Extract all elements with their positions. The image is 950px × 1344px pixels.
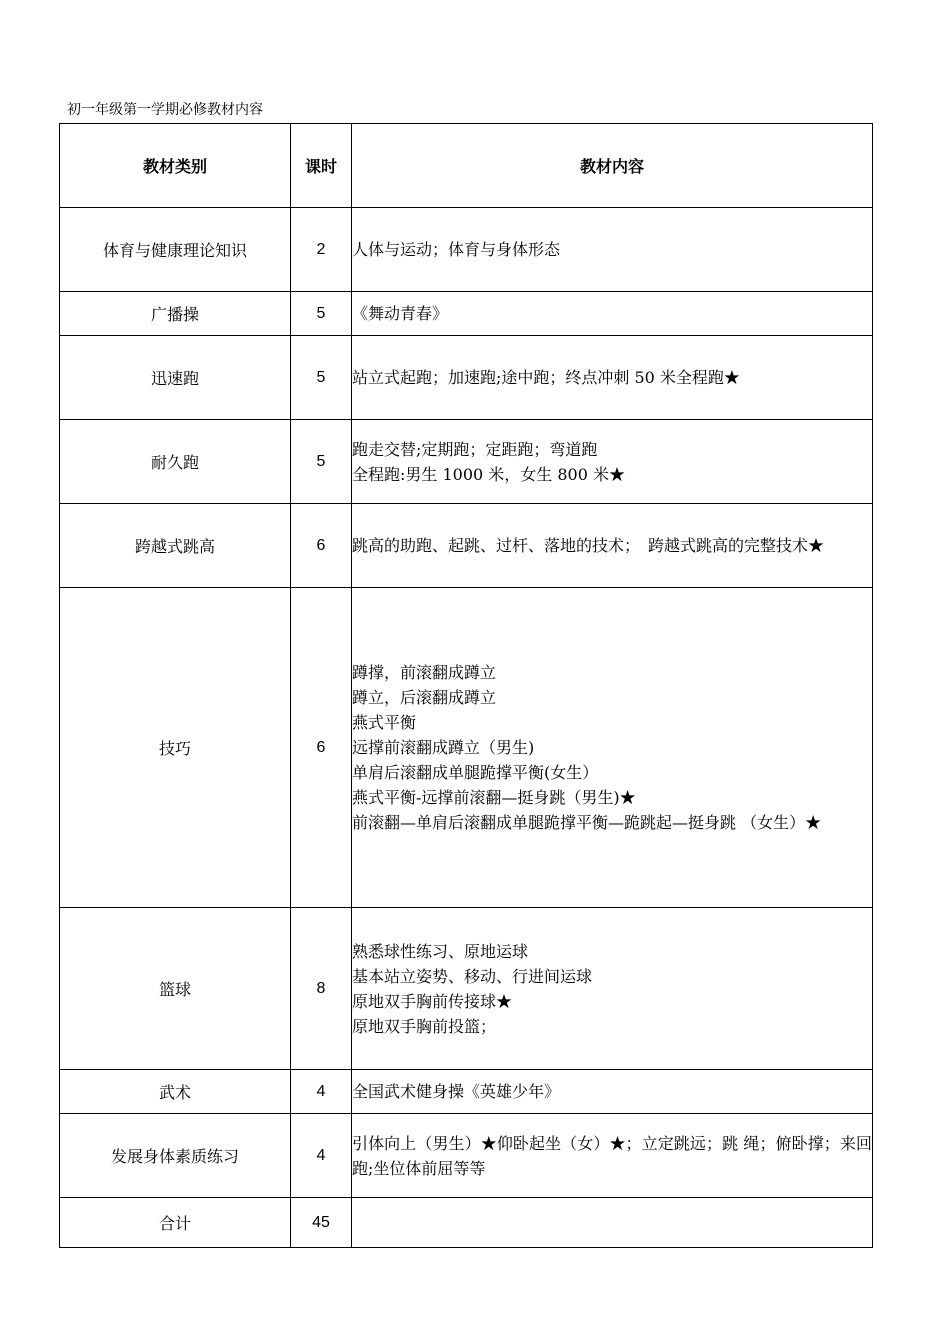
header-hours: 课时 xyxy=(291,124,352,208)
row-hours: 6 xyxy=(291,588,352,908)
content-line: 单肩后滚翻成单腿跪撑平衡(女生） xyxy=(352,763,599,782)
row-hours: 5 xyxy=(291,336,352,420)
content-line: 全程跑:男生 1000 米，女生 800 米★ xyxy=(352,464,625,484)
row-content xyxy=(352,504,873,588)
content-line: 前滚翻—单肩后滚翻成单腿跪撑平衡—跪跳起—挺身跳 （女生）★ xyxy=(352,813,822,832)
table-row xyxy=(60,336,873,420)
content-line: 燕式平衡 xyxy=(352,713,417,732)
row-hours: 8 xyxy=(291,908,352,1070)
content-line: 原地双手胸前投篮； xyxy=(352,1016,497,1036)
table-row xyxy=(60,1114,873,1198)
content-line: 燕式平衡-远撑前滚翻—挺身跳（男生)★ xyxy=(352,788,636,807)
curriculum-table xyxy=(59,123,873,1248)
row-hours: 5 xyxy=(291,292,352,336)
row-hours: 4 xyxy=(291,1070,352,1114)
row-category: 技巧 xyxy=(60,588,291,908)
row-category: 合计 xyxy=(60,1198,291,1248)
row-hours: 45 xyxy=(291,1198,352,1248)
row-hours: 6 xyxy=(291,504,352,588)
content-line: 远撑前滚翻成蹲立（男生) xyxy=(352,738,535,757)
content-line: 站立式起跑；加速跑;途中跑；终点冲刺 50 米全程跑★ xyxy=(352,368,740,387)
content-line: 原地双手胸前传接球★ xyxy=(352,991,513,1011)
table-row xyxy=(60,208,873,292)
row-content xyxy=(352,588,873,908)
table-row xyxy=(60,504,873,588)
table-row xyxy=(60,420,873,504)
table-row xyxy=(60,1198,873,1248)
content-line: 跑走交替;定期跑；定距跑；弯道跑 xyxy=(352,439,598,459)
row-category: 跨越式跳高 xyxy=(60,504,291,588)
header-content: 教材内容 xyxy=(352,124,873,208)
content-line: 蹲撑，前滚翻成蹲立 xyxy=(352,663,497,682)
content-line: 《舞动青春》 xyxy=(352,304,449,323)
table-row xyxy=(60,292,873,336)
table-row xyxy=(60,588,873,908)
row-category: 武术 xyxy=(60,1070,291,1114)
row-category: 迅速跑 xyxy=(60,336,291,420)
header-category: 教材类别 xyxy=(60,124,291,208)
row-content xyxy=(352,336,873,420)
row-hours: 2 xyxy=(291,208,352,292)
content-line: 引体向上（男生）★仰卧起坐（女）★；立定跳远；跳 绳；俯卧撑；来回跑;坐位体前屈等等 xyxy=(352,1133,872,1178)
row-category: 广播操 xyxy=(60,292,291,336)
row-hours: 5 xyxy=(291,420,352,504)
row-category: 发展身体素质练习 xyxy=(60,1114,291,1198)
content-line: 人体与运动；体育与身体形态 xyxy=(352,240,561,259)
row-content xyxy=(352,1070,873,1114)
row-category: 篮球 xyxy=(60,908,291,1070)
table-row xyxy=(60,908,873,1070)
content-line: 基本站立姿势、移动、行进间运球 xyxy=(352,966,593,986)
row-content xyxy=(352,1114,873,1198)
row-content xyxy=(352,292,873,336)
content-line: 跳高的助跑、起跳、过杆、落地的技术； 跨越式跳高的完整技术★ xyxy=(352,536,825,555)
table-caption: 初一年级第一学期必修教材内容 xyxy=(67,102,263,118)
row-category: 耐久跑 xyxy=(60,420,291,504)
row-content xyxy=(352,1198,873,1248)
row-content xyxy=(352,208,873,292)
row-hours: 4 xyxy=(291,1114,352,1198)
table-header-row xyxy=(60,124,873,208)
content-line: 全国武术健身操《英雄少年》 xyxy=(352,1082,561,1101)
row-content xyxy=(352,908,873,1070)
content-line: 熟悉球性练习、原地运球 xyxy=(352,941,529,961)
row-content xyxy=(352,420,873,504)
table-row xyxy=(60,1070,873,1114)
content-line: 蹲立，后滚翻成蹲立 xyxy=(352,688,497,707)
row-category: 体育与健康理论知识 xyxy=(60,208,291,292)
